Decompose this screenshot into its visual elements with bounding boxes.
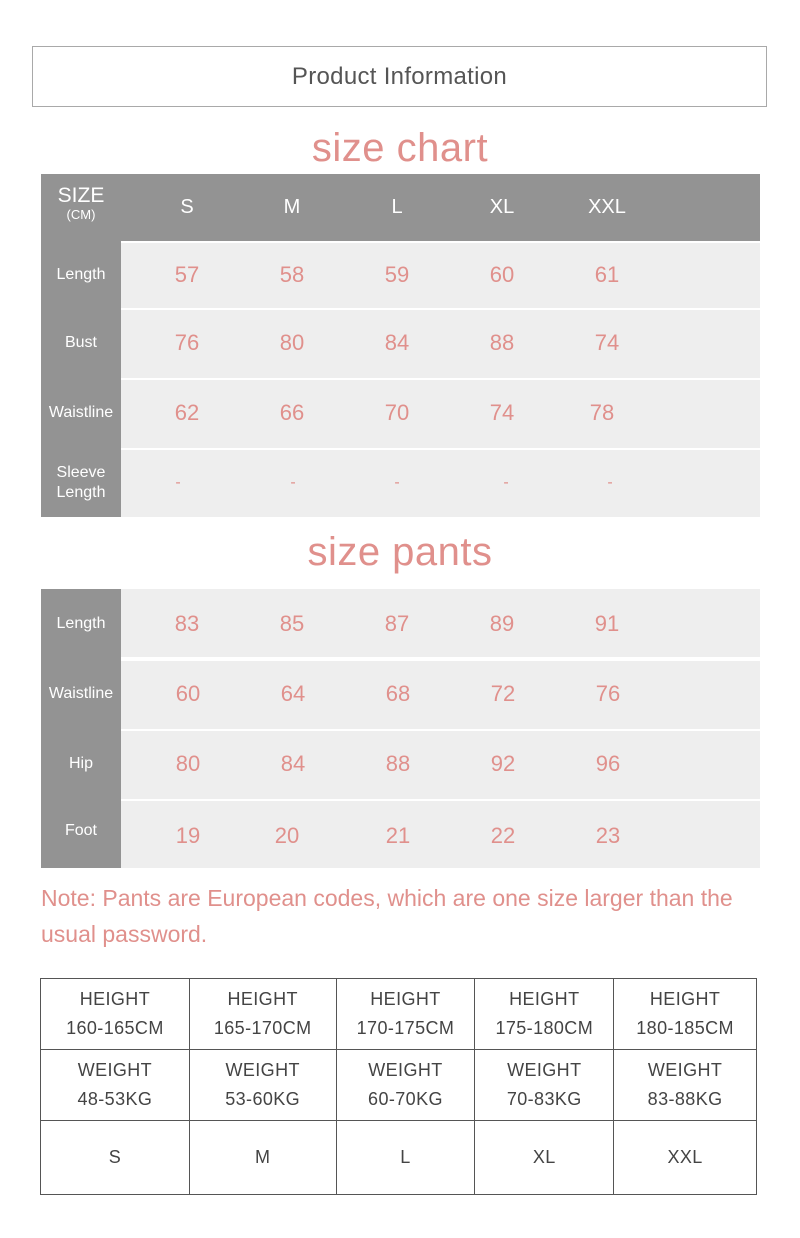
cell-value: 76 (595, 681, 621, 706)
row-label-length: Length (41, 241, 121, 308)
table-row (41, 241, 760, 308)
size-pants-table (41, 589, 760, 868)
cell-value: 60 (489, 261, 515, 287)
cell-value: 23 (595, 822, 621, 848)
weight-cell: WEIGHT 83-88KG (614, 1050, 757, 1121)
cell-value: 84 (280, 751, 306, 776)
cell-value: - (503, 473, 509, 491)
cell-value: 83 (174, 611, 200, 636)
table-row (41, 799, 760, 868)
size-chart-title: size chart (311, 126, 489, 170)
header-size-m: M (283, 196, 301, 218)
row-label-bust: Bust (41, 308, 121, 378)
size-row (41, 1121, 757, 1195)
size-chart-header-row (41, 174, 760, 241)
table-row (41, 308, 760, 378)
table-row (41, 589, 760, 659)
header-size-l: L (391, 196, 403, 218)
header-size-xxl: XXL (588, 196, 626, 218)
size-chart-table (41, 174, 760, 517)
size-cell: S (41, 1121, 190, 1195)
header-size-xl: XL (489, 196, 515, 218)
header-size-s: S (180, 196, 194, 218)
table-row (41, 659, 760, 729)
cell-value: 74 (594, 330, 620, 355)
unit-label: (CM) (66, 207, 96, 222)
cell-value: - (394, 473, 400, 491)
cell-value: - (607, 473, 613, 491)
cell-value: 60 (175, 681, 201, 706)
weight-row (41, 1050, 757, 1121)
cell-value: 22 (490, 822, 516, 848)
weight-cell: WEIGHT 60-70KG (336, 1050, 475, 1121)
height-row (41, 979, 757, 1050)
cell-value: 80 (175, 751, 201, 776)
table-row (41, 378, 760, 448)
sleeve-label-line2: Length (56, 483, 106, 501)
size-cell: M (189, 1121, 336, 1195)
weight-cell: WEIGHT 70-83KG (475, 1050, 614, 1121)
cell-value: 89 (489, 611, 515, 636)
cell-value: 84 (384, 330, 410, 355)
table-row (41, 448, 760, 517)
cell-value: - (290, 473, 296, 491)
product-information-title (32, 46, 767, 107)
row-label-waistline: Waistline (41, 659, 121, 729)
row-label-hip: Hip (41, 729, 121, 799)
table-row (41, 729, 760, 799)
cell-value: 64 (280, 681, 306, 706)
sizing-note: Note: Pants are European codes, which are one size larger than the usual password. (41, 885, 733, 947)
cell-value: 88 (489, 330, 515, 355)
cell-value: 87 (384, 611, 410, 636)
fit-recommendation-table (40, 978, 757, 1195)
cell-value: 66 (279, 400, 305, 425)
size-pants-title: size pants (307, 530, 493, 574)
cell-value: 70 (384, 400, 410, 425)
row-label-sleeve-length (41, 448, 121, 517)
height-cell: HEIGHT 180-185CM (614, 979, 757, 1050)
cell-value: 61 (594, 261, 620, 287)
cell-value: 96 (595, 751, 621, 776)
cell-value: 21 (385, 822, 411, 848)
cell-value: 19 (175, 822, 201, 848)
size-cell: L (336, 1121, 475, 1195)
cell-value: 76 (174, 330, 200, 355)
height-cell: HEIGHT 160-165CM (41, 979, 190, 1050)
weight-cell: WEIGHT 53-60KG (189, 1050, 336, 1121)
size-cell: XL (475, 1121, 614, 1195)
height-cell: HEIGHT 175-180CM (475, 979, 614, 1050)
row-label-length: Length (41, 589, 121, 659)
cell-value: 88 (385, 751, 411, 776)
cell-value: 20 (274, 822, 300, 848)
cell-value: 85 (279, 611, 305, 636)
cell-value: 62 (174, 400, 200, 425)
cell-value: 72 (490, 681, 516, 706)
cell-value: 91 (594, 611, 620, 636)
cell-value: 57 (174, 261, 200, 287)
cell-value: 80 (279, 330, 305, 355)
cell-value: 58 (279, 261, 305, 287)
height-cell: HEIGHT 170-175CM (336, 979, 475, 1050)
row-label-foot: Foot (41, 799, 121, 868)
cell-value: 92 (490, 751, 516, 776)
sleeve-label-line1: Sleeve (56, 463, 106, 481)
size-label: SIZE (57, 184, 105, 207)
cell-value: 68 (385, 681, 411, 706)
weight-cell: WEIGHT 48-53KG (41, 1050, 190, 1121)
height-cell: HEIGHT 165-170CM (189, 979, 336, 1050)
cell-value: 74 (489, 400, 515, 425)
page-title: Product Information (291, 62, 508, 90)
cell-value: 78 (589, 400, 615, 425)
row-label-waistline: Waistline (41, 378, 121, 448)
cell-value: - (175, 473, 181, 491)
cell-value: 59 (384, 261, 410, 287)
size-corner-label (41, 174, 121, 241)
size-cell: XXL (614, 1121, 757, 1195)
